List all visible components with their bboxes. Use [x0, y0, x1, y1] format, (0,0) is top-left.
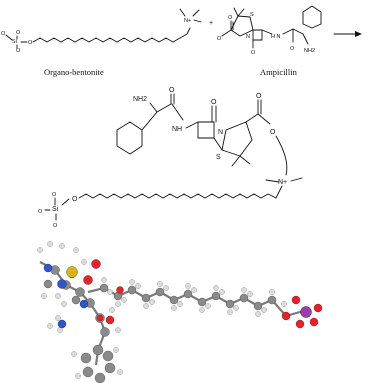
amide-o-label: O	[290, 46, 295, 52]
silicate-oxygen-bottom-label: O	[16, 48, 21, 54]
product-si-o-top-label: O	[52, 192, 57, 198]
lactam-o-label: O	[251, 50, 256, 56]
plus-sign: +	[209, 20, 214, 27]
product-alkyl-chain	[79, 186, 282, 198]
ampicillin-phenyl	[303, 6, 321, 28]
product-ester-carbonyl-o-label: O	[256, 93, 262, 100]
product-amide-nh-label: NH	[172, 126, 183, 133]
model-sulfur-atom	[67, 267, 78, 278]
product-sulfur-label: S	[216, 154, 221, 161]
carbonyl-o-label: O	[228, 15, 233, 21]
product-si-o-bottom-label: O	[53, 223, 58, 229]
ampicillin-caption: Ampicillin	[260, 67, 297, 77]
ether-oxygen-label: O	[28, 40, 33, 46]
product-amine-label: NH2	[133, 96, 148, 103]
product-ring-n-label: N	[218, 129, 224, 136]
sulfur-label: S	[250, 12, 254, 18]
organo-bentonite-caption: Organo-bentonite	[44, 67, 104, 77]
product-ammonium-label: N+	[278, 179, 288, 186]
product-amide-o-label: O	[169, 87, 175, 94]
ring-n-label: N	[246, 34, 250, 40]
product-si-o-left-label: O	[38, 209, 43, 215]
model-silicon-atom	[301, 307, 312, 318]
beta-lactam-ring	[253, 30, 262, 40]
amide-nh-label: H N	[271, 34, 281, 40]
carboxylate-o-label: O	[217, 36, 222, 42]
product-si-label: Si	[52, 206, 59, 213]
silicon-label: Si	[12, 39, 17, 45]
silicate-oxygen-label: O	[1, 31, 6, 37]
organo-bentonite-structure	[1, 9, 201, 77]
ester-link-arc	[276, 136, 287, 175]
reaction-arrow	[334, 31, 362, 37]
thiazolidine-ring	[231, 16, 253, 36]
product-structure	[38, 87, 302, 229]
ball-and-stick-model	[37, 241, 322, 383]
product-thiazolidine	[222, 122, 252, 156]
product-ether-o-label: O	[72, 196, 78, 203]
product-beta-lactam	[198, 122, 214, 138]
ammonium-n-label: N+	[184, 18, 192, 24]
silicate-oxygen-top-label: O	[16, 30, 21, 36]
alkyl-chain-top	[33, 28, 190, 42]
product-phenyl	[117, 122, 142, 154]
product-lactam-o-label: O	[211, 99, 217, 106]
ampicillin-structure	[217, 6, 321, 77]
model-hydrogen-atoms	[37, 241, 286, 383]
product-ester-o-label: O	[270, 129, 276, 136]
amine-label: NH2	[304, 48, 316, 54]
